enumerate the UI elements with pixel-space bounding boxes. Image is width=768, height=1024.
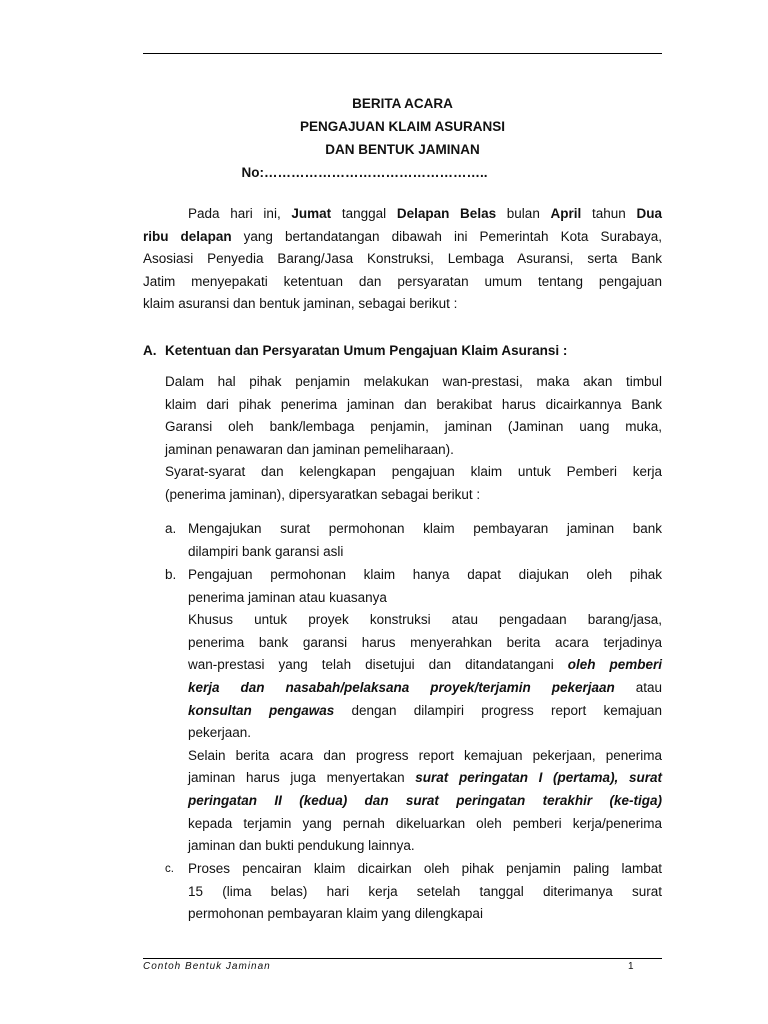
item-b-line: jaminan dan bukti pendukung lainnya. xyxy=(188,838,415,854)
title-line-2: PENGAJUAN KLAIM ASURANSI xyxy=(299,119,505,134)
item-b-line: pekerjaan. xyxy=(188,725,252,741)
item-c-line: 15 (lima belas) hari kerja setelah tanggal diterimanya surat xyxy=(188,883,662,899)
list-item-b-text xyxy=(188,564,662,858)
item-b-line: penerima jaminan atau kuasanya xyxy=(188,589,387,605)
document-title xyxy=(143,92,662,184)
list-marker-b: b. xyxy=(165,567,177,582)
item-b-line: konsultan pengawas dengan dilampiri progress report kemajuan xyxy=(188,702,662,718)
intro-line-5: klaim asuransi dan bentuk jaminan, sebagai berikut : xyxy=(143,296,458,312)
item-b-line: penerima bank garansi harus menyerahkan berita acara terjadinya xyxy=(188,634,662,650)
para1-line: jaminan penawaran dan jaminan pemeliharaan). xyxy=(165,441,454,457)
intro-line-2: ribu delapan yang bertandatangan dibawah ini Pemerintah Kota Surabaya, xyxy=(143,228,662,244)
item-b-line: jaminan harus juga menyertakan surat peringatan I (pertama), surat xyxy=(188,770,662,786)
item-b-line: wan-prestasi yang telah disetujui dan ditandatangani oleh pemberi xyxy=(188,657,662,673)
intro-line-3: Asosiasi Penyedia Barang/Jasa Konstruksi, Lembaga Asuransi, serta Bank xyxy=(143,251,662,267)
footer-rule xyxy=(143,958,662,959)
list-marker-a: a. xyxy=(165,521,177,536)
page-number: 1 xyxy=(628,961,634,972)
para1-line: Garansi oleh bank/lembaga penjamin, jaminan (Jaminan uang muka, xyxy=(165,419,662,435)
para1-line: klaim dari pihak penerima jaminan dan berakibat harus dicairkannya Bank xyxy=(165,396,662,412)
section-a-title: Ketentuan dan Persyaratan Umum Pengajuan Klaim Asuransi : xyxy=(165,343,568,358)
para1-line: Dalam hal pihak penjamin melakukan wan-prestasi, maka akan timbul xyxy=(165,374,662,389)
title-line-1: BERITA ACARA xyxy=(352,96,453,111)
item-c-line: Proses pencairan klaim dicairkan oleh pihak penjamin paling lambat xyxy=(188,861,662,876)
item-a-line: Mengajukan surat permohonan klaim pembayaran jaminan bank xyxy=(188,521,662,536)
header-rule xyxy=(143,53,662,54)
footer-title: Contoh Bentuk Jaminan xyxy=(143,961,271,972)
item-b-line: kerja dan nasabah/pelaksana proyek/terjamin pekerjaan atau xyxy=(188,679,663,695)
intro-line-1: Pada hari ini, Jumat tanggal Delapan Belas bulan April tahun Dua xyxy=(188,206,662,221)
item-b-line: peringatan II (kedua) dan surat peringatan terakhir (ke-tiga) xyxy=(188,792,662,808)
intro-paragraph xyxy=(143,203,662,316)
item-c-line: permohonan pembayaran klaim yang dilengkapai xyxy=(188,906,483,922)
document-number: No:………………………………………….. xyxy=(241,165,488,180)
section-a-label: A. xyxy=(143,343,157,358)
list-item-c-text xyxy=(188,858,662,926)
section-a-paragraph-1 xyxy=(165,371,662,507)
item-b-line: Khusus untuk proyek konstruksi atau pengadaan barang/jasa, xyxy=(188,612,662,628)
para2-line: (penerima jaminan), dipersyaratkan sebagai berikut : xyxy=(165,486,481,502)
item-b-line: Pengajuan permohonan klaim hanya dapat diajukan oleh pihak xyxy=(188,567,662,582)
item-a-line: dilampiri bank garansi asli xyxy=(188,543,344,559)
para2-line: Syarat-syarat dan kelengkapan pengajuan klaim untuk Pemberi kerja xyxy=(165,464,662,480)
item-b-line: Selain berita acara dan progress report kemajuan pekerjaan, penerima xyxy=(188,747,662,763)
item-b-line: kepada terjamin yang pernah dikeluarkan oleh pemberi kerja/penerima xyxy=(188,815,662,831)
section-a-heading xyxy=(143,340,567,362)
title-line-3: DAN BENTUK JAMINAN xyxy=(325,142,480,157)
intro-line-4: Jatim menyepakati ketentuan dan persyaratan umum tentang pengajuan xyxy=(143,273,662,289)
list-marker-c: c. xyxy=(165,863,174,875)
list-item-a-text xyxy=(188,518,662,563)
